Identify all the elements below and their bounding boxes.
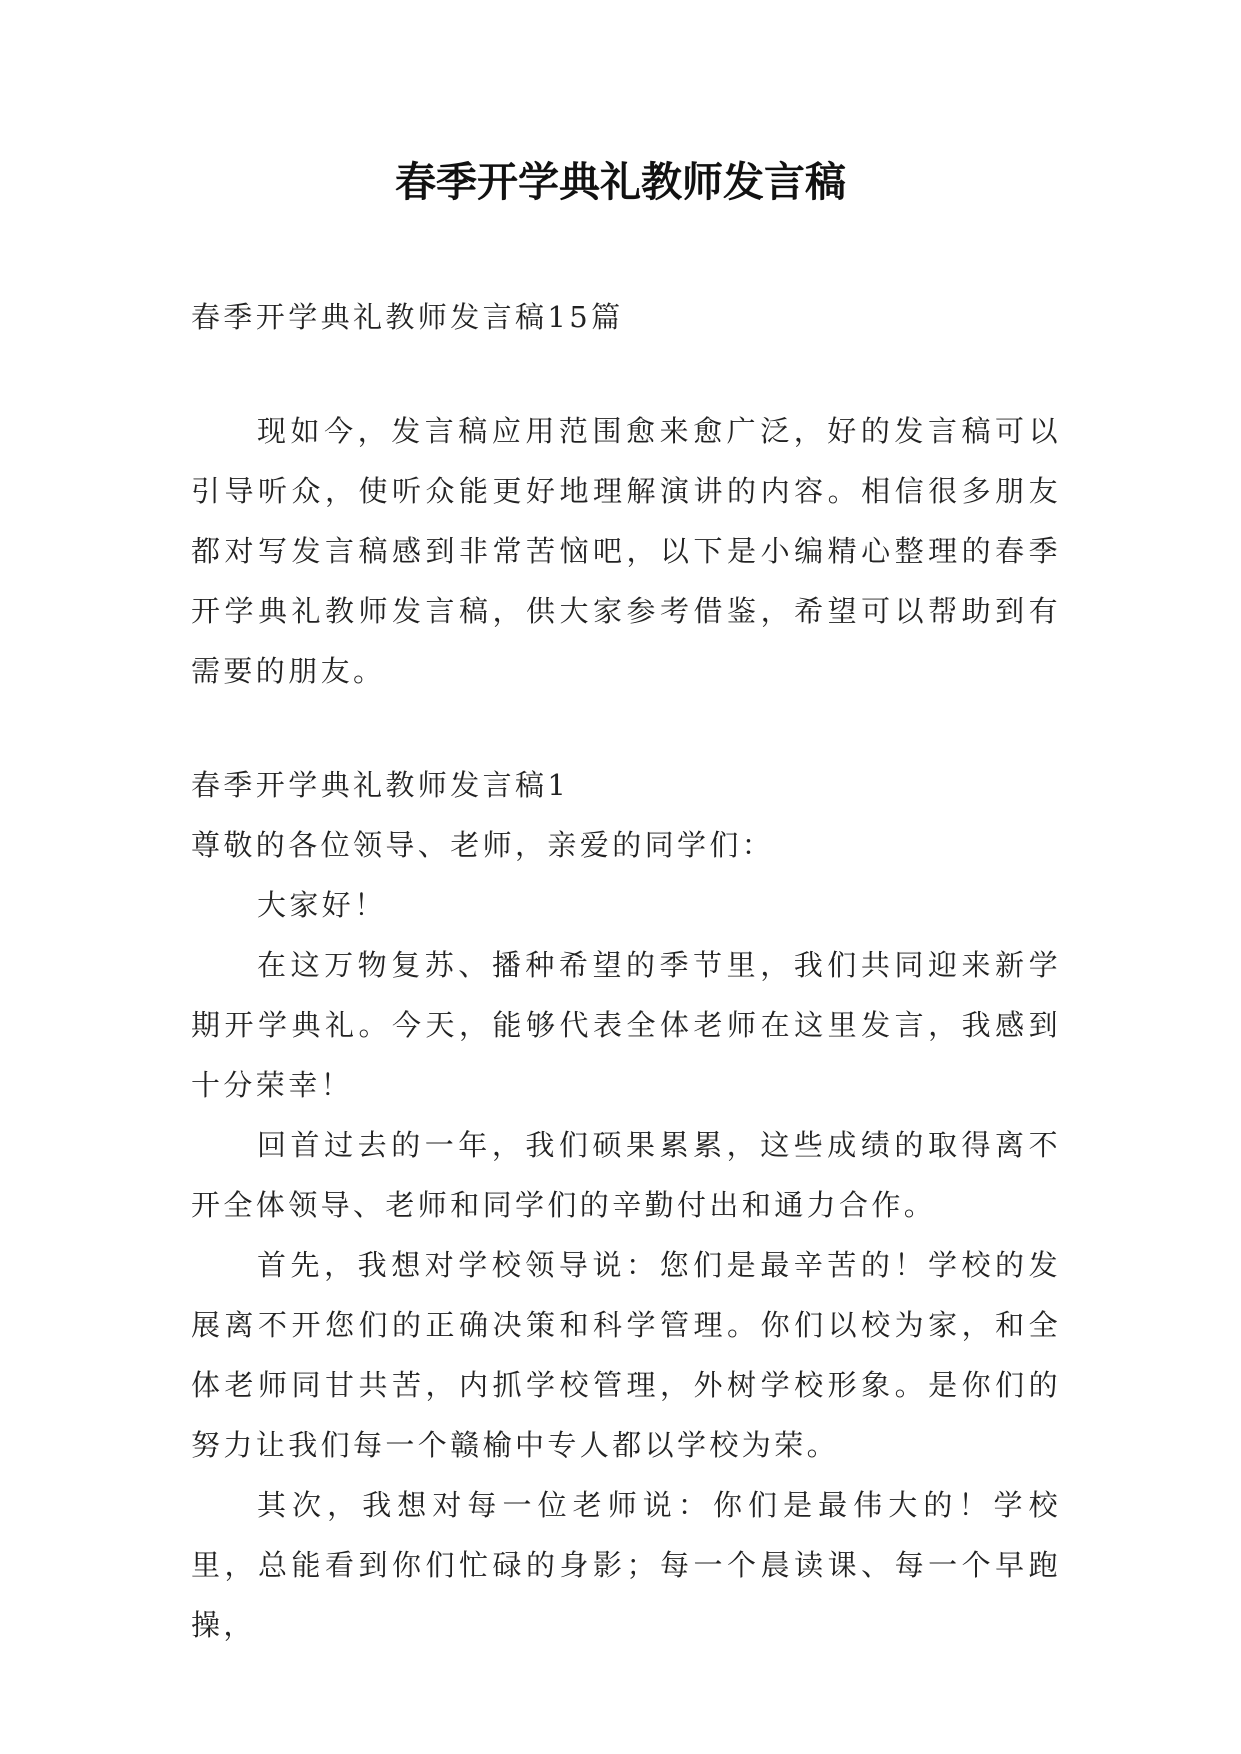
intro-block <box>191 401 1061 701</box>
section-heading: 春季开学典礼教师发言稿1 <box>191 768 570 802</box>
body-paragraph: 回首过去的一年，我们硕果累累，这些成绩的取得离不开全体领导、老师和同学们的辛勤付出和通力合作。 <box>191 1128 1061 1222</box>
document-subtitle: 春季开学典礼教师发言稿15篇 <box>191 300 624 334</box>
body-paragraph: 大家好！ <box>257 888 387 922</box>
salutation: 尊敬的各位领导、老师，亲爱的同学们： <box>191 828 775 862</box>
document-title: 春季开学典礼教师发言稿 <box>395 158 846 206</box>
intro-paragraph: 现如今，发言稿应用范围愈来愈广泛，好的发言稿可以引导听众，使听众能更好地理解演讲的内容。相信很多朋友都对写发言稿感到非常苦恼吧，以下是小编精心整理的春季开学典礼教师发言稿，供大家参考借鉴，希望可以帮助到有需要的朋友。 <box>191 414 1061 688</box>
section-1 <box>191 755 1061 1655</box>
subtitle-block <box>191 287 1061 347</box>
body-paragraph: 首先，我想对学校领导说：您们是最辛苦的！学校的发展离不开您们的正确决策和科学管理。你们以校为家，和全体老师同甘共苦，内抓学校管理，外树学校形象。是你们的努力让我们每一个赣榆中专人都以学校为荣。 <box>191 1248 1061 1462</box>
body-paragraph: 在这万物复苏、播种希望的季节里，我们共同迎来新学期开学典礼。今天，能够代表全体老师在这里发言，我感到十分荣幸！ <box>191 948 1061 1102</box>
body-paragraph: 其次，我想对每一位老师说：你们是最伟大的！学校里，总能看到你们忙碌的身影；每一个晨读课、每一个早跑操， <box>191 1488 1061 1642</box>
